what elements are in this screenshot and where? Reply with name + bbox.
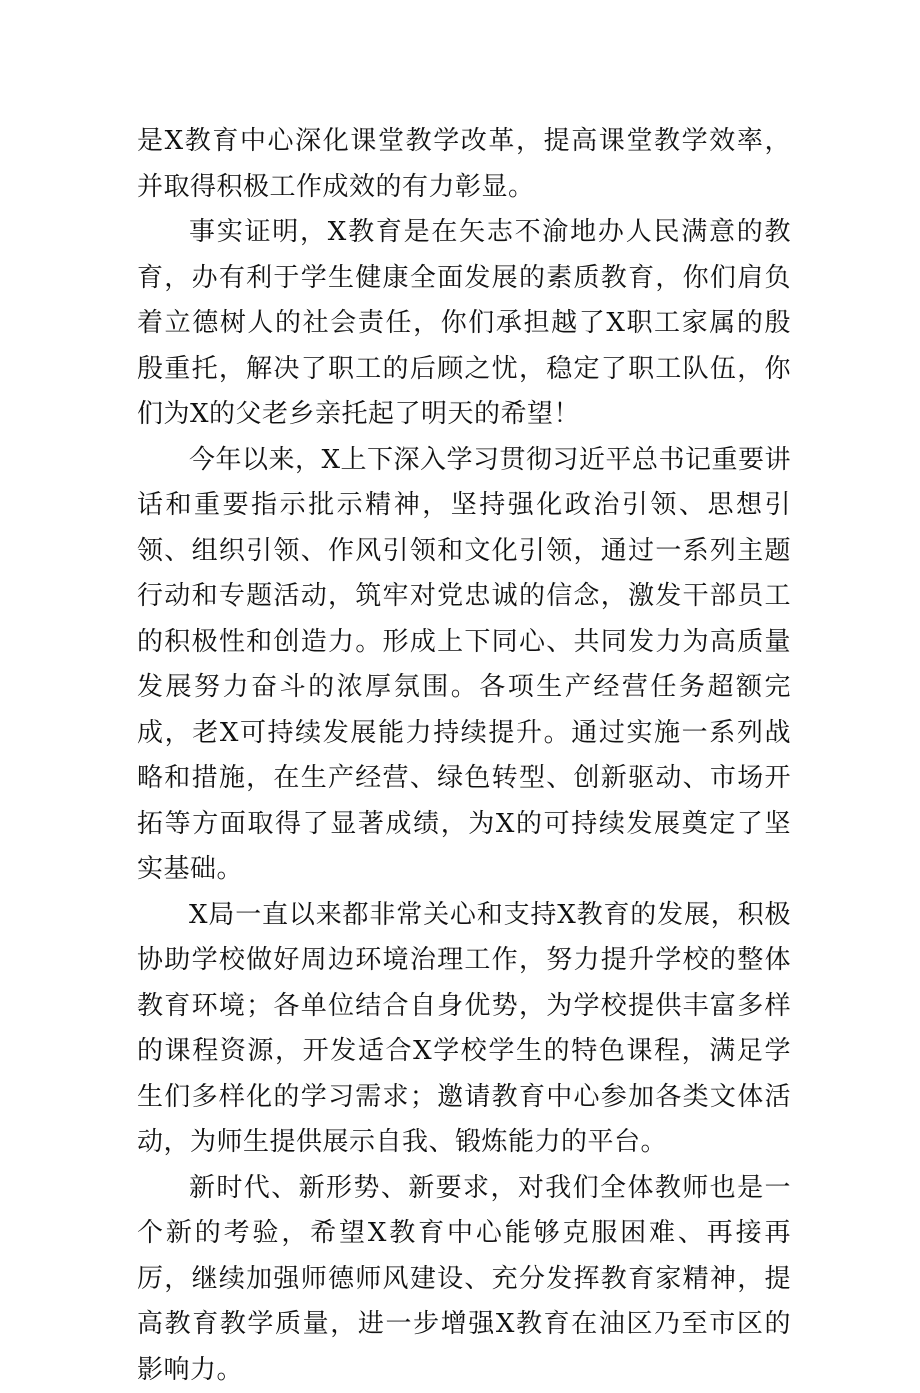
paragraph-continuation: 是X教育中心深化课堂教学改革，提高课堂教学效率，并取得积极工作成效的有力彰显。	[137, 119, 791, 210]
paragraph-new-era: 新时代、新形势、新要求，对我们全体教师也是一个新的考验，希望X教育中心能够克服困难、再接再厉，继续加强师德师风建设、充分发挥教育家精神，提高教育教学质量，进一步增强X教育在油区乃至市区的影响力。	[137, 1166, 791, 1393]
paragraph-facts: 事实证明，X教育是在矢志不渝地办人民满意的教育，办有利于学生健康全面发展的素质教育，你们肩负着立德树人的社会责任，你们承担越了X职工家属的殷殷重托，解决了职工的后顾之忧，稳定了职工队伍，你们为X的父老乡亲托起了明天的希望！	[137, 210, 791, 438]
document-body	[137, 119, 791, 1393]
paragraph-support: X局一直以来都非常关心和支持X教育的发展，积极协助学校做好周边环境治理工作，努力提升学校的整体教育环境；各单位结合自身优势，为学校提供丰富多样的课程资源，开发适合X学校学生的特色课程，满足学生们多样化的学习需求；邀请教育中心参加各类文体活动，为师生提供展示自我、锻炼能力的平台。	[137, 893, 791, 1166]
paragraph-this-year: 今年以来，X上下深入学习贯彻习近平总书记重要讲话和重要指示批示精神，坚持强化政治引领、思想引领、组织引领、作风引领和文化引领，通过一系列主题行动和专题活动，筑牢对党忠诚的信念，激发干部员工的积极性和创造力。形成上下同心、共同发力为高质量发展努力奋斗的浓厚氛围。各项生产经营任务超额完成，老X可持续发展能力持续提升。通过实施一系列战略和措施，在生产经营、绿色转型、创新驱动、市场开拓等方面取得了显著成绩，为X的可持续发展奠定了坚实基础。	[137, 438, 791, 893]
